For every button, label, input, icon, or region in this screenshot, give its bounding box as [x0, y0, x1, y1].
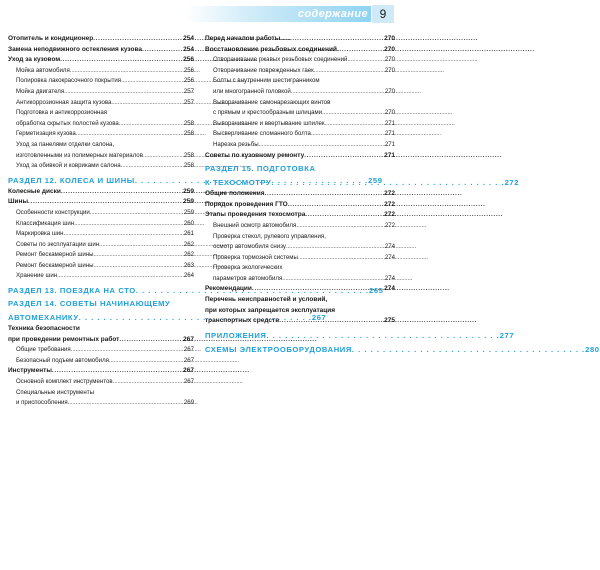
entry-title: Безопасный подъем автомобиля: [16, 356, 109, 364]
page-ref: 267: [183, 356, 194, 364]
toc-entry[interactable]: [205, 284, 395, 295]
toc-entry[interactable]: [8, 129, 194, 140]
page-ref: 257: [183, 98, 194, 106]
toc-entry[interactable]: [8, 240, 194, 251]
dot-leader: [259, 140, 384, 151]
toc-entry-line: Техника безопасности: [8, 325, 80, 333]
toc-entry-line: при которых запрещается эксплуатация: [205, 306, 336, 314]
dot-leader: [119, 119, 183, 130]
page-ref: 256: [183, 66, 194, 74]
toc-entry[interactable]: [8, 271, 194, 282]
toc-entry[interactable]: [205, 242, 395, 253]
toc-entry[interactable]: [8, 335, 194, 346]
dot-leader: [271, 177, 504, 188]
entry-title: Восстановление резьбовых соединений: [205, 45, 337, 53]
page-ref: 257: [183, 87, 194, 95]
toc-entry[interactable]: [8, 87, 194, 98]
toc-entry[interactable]: [205, 129, 395, 140]
section-heading-line: РАЗДЕЛ 15. ПОДГОТОВКА: [205, 164, 316, 174]
dot-leader: [52, 366, 182, 377]
dot-leader: [266, 330, 499, 341]
toc-entry[interactable]: [205, 119, 395, 130]
page-ref: 254: [183, 35, 194, 42]
entry-title: Отворачивание ржавых резьбовых соединений: [213, 56, 348, 64]
entry-title: Полировка лакокрасочного покрытия: [16, 77, 122, 85]
dot-leader: [279, 316, 383, 327]
toc-entry[interactable]: [8, 45, 194, 56]
dot-leader: [142, 45, 182, 56]
entry-title: Внешний осмотр автомобиля: [213, 221, 297, 229]
page-ref: 277: [499, 330, 515, 340]
entry-title: параметров автомобиля: [213, 274, 283, 282]
entry-title: Рекомендации: [205, 285, 252, 293]
toc-entry[interactable]: [8, 219, 194, 230]
toc-entry[interactable]: [8, 197, 194, 208]
page-ref: 265: [369, 286, 384, 296]
entry-title: Колесные диски: [8, 187, 61, 195]
entry-title: Общие положения: [205, 190, 265, 198]
page-ref: 274: [384, 253, 395, 261]
page-ref: 272: [384, 221, 395, 229]
entry-title: Уход за кузовом: [8, 56, 61, 64]
entry-title: Порядок проведения ГТО: [205, 200, 288, 208]
dot-leader: [286, 242, 384, 253]
dot-leader: [71, 345, 183, 356]
toc-entry[interactable]: [8, 76, 194, 87]
entry-title: Инструменты: [8, 367, 52, 375]
entry-title: Ремонт бескамерной шины: [16, 261, 94, 269]
toc-entry[interactable]: [205, 210, 395, 221]
dot-leader: [99, 240, 183, 251]
toc-entry[interactable]: [205, 87, 395, 98]
page-ref: 270: [384, 87, 395, 95]
page-ref: 271: [384, 119, 395, 127]
page-ref: 272: [384, 200, 395, 208]
section-title: К ТЕХОСМОТРУ: [205, 178, 272, 188]
dot-leader: [311, 129, 384, 140]
page-ref: 270: [384, 35, 395, 42]
page-ref: 267: [183, 346, 194, 354]
dot-leader: [121, 161, 183, 172]
dot-leader: [121, 76, 183, 87]
toc-entry-line: Проверка стекол, рулевого управления,: [213, 232, 326, 240]
page-ref: 259: [183, 187, 194, 195]
page-ref: 263: [183, 261, 194, 269]
toc-entry-line: Специальные инструменты: [16, 388, 94, 396]
toc-entry[interactable]: [8, 55, 194, 66]
page-ref: 261: [183, 230, 194, 238]
toc-entry[interactable]: [8, 261, 194, 272]
dot-leader: [298, 253, 384, 264]
page-ref: 258: [183, 151, 194, 159]
toc-entry[interactable]: [8, 161, 194, 172]
dot-leader: [296, 221, 384, 232]
toc-entry[interactable]: [8, 377, 194, 388]
toc-entry[interactable]: [205, 316, 395, 327]
page-ref: 270: [384, 45, 395, 53]
entry-title: Выворачивание и ввертывание шпилек: [213, 119, 325, 127]
entry-title: Мойка двигателя: [16, 87, 65, 95]
entry-title: Перед началом работы: [205, 35, 281, 42]
dot-leader: [113, 377, 183, 388]
toc-entry-line: Выворачивание самонарезающих винтов: [213, 98, 331, 106]
page-ref: 272: [384, 211, 395, 219]
dot-leader: [314, 66, 384, 77]
toc-entry[interactable]: [8, 345, 194, 356]
toc-column-right: [205, 34, 600, 356]
section-title: СХЕМЫ ЭЛЕКТРООБОРУДОВАНИЯ: [205, 344, 352, 354]
dot-leader: [143, 151, 183, 162]
toc-entry[interactable]: [8, 356, 194, 367]
page-ref: 272: [384, 190, 395, 198]
toc-entry[interactable]: [205, 55, 395, 66]
page-ref: 258: [183, 119, 194, 127]
toc-entry[interactable]: [8, 66, 194, 77]
page-ref: 274: [384, 285, 395, 293]
toc-entry[interactable]: [205, 66, 395, 77]
section-title: РАЗДЕЛ 13. ПОЕЗДКА НА СТО: [8, 286, 136, 296]
dot-leader: [280, 34, 383, 45]
page-ref: 271: [384, 130, 395, 138]
toc-entry[interactable]: [205, 221, 395, 232]
toc-entry-line: Подготовка и антикоррозионная: [16, 109, 108, 117]
page-ref: 259: [183, 198, 194, 206]
page-ref: 274: [384, 274, 395, 282]
entry-title: Высверливание сломанного болта: [213, 130, 311, 138]
toc-entry[interactable]: [205, 200, 395, 211]
entry-title: Проверка тормозной системы: [213, 253, 298, 261]
toc-entry[interactable]: [8, 98, 194, 109]
dot-leader: [60, 55, 182, 66]
entry-title: Этапы проведения техосмотра: [205, 211, 306, 219]
page-ref: 258: [183, 130, 194, 138]
dot-leader: [93, 34, 182, 45]
dot-leader: [119, 335, 182, 346]
dot-leader: [282, 274, 384, 285]
toc-entry[interactable]: [205, 45, 395, 56]
entry-title: Герметизация кузова: [16, 130, 76, 138]
dot-leader: [352, 344, 585, 355]
section-heading-line: РАЗДЕЛ 14. СОВЕТЫ НАЧИНАЮЩЕМУ: [8, 299, 171, 309]
toc-entry[interactable]: [205, 140, 395, 151]
dot-leader: [68, 398, 183, 409]
toc-entry[interactable]: [8, 187, 194, 198]
page-ref: 275: [384, 317, 395, 325]
entry-title: Основной комплект инструментов: [16, 378, 113, 386]
section-title: РАЗДЕЛ 12. КОЛЕСА И ШИНЫ: [8, 175, 135, 185]
page-ref: 260: [183, 219, 194, 227]
dot-leader: [70, 66, 183, 77]
entry-title: Антикоррозионная защита кузова: [16, 98, 112, 106]
entry-title: транспортных средств: [205, 317, 280, 325]
entry-title: изготовленными из полимерных материалов: [16, 151, 143, 159]
dot-leader: [304, 151, 383, 162]
toc-entry-line: Перечень неисправностей и условий,: [205, 296, 328, 304]
entry-title: Шины: [8, 198, 29, 206]
entry-title: Нарезка резьбы: [213, 140, 259, 148]
dot-leader: [64, 229, 183, 240]
toc-entry[interactable]: [205, 151, 395, 162]
entry-title: обработка скрытых полостей кузова: [16, 119, 119, 127]
entry-title: Мойка автомобиля: [16, 66, 70, 74]
page-ref: 258: [183, 162, 194, 170]
entry-title: Маркировка шин: [16, 230, 64, 238]
section-title: содержание: [297, 8, 368, 20]
entry-title: Отопитель и кондиционер: [8, 35, 94, 42]
dot-leader: [74, 219, 183, 230]
dot-leader: [28, 197, 182, 208]
page-ref: 270: [384, 56, 395, 64]
section-heading[interactable]: [205, 177, 520, 188]
page-ref: 267: [183, 378, 194, 386]
dot-leader: [61, 187, 182, 198]
entry-title: Советы по кузовному ремонту: [205, 151, 305, 159]
entry-title: и приспособления: [16, 399, 68, 407]
entry-title: Общие требования: [16, 346, 71, 354]
page-ref: 280: [585, 344, 600, 354]
page-ref: 262: [183, 240, 194, 248]
dot-leader: [94, 250, 183, 261]
page-ref: 264: [183, 272, 194, 280]
toc-entry[interactable]: [205, 253, 395, 264]
entry-title: при проведении ремонтных работ: [8, 335, 120, 343]
toc-entry-line: Болты с внутренним шестигранником: [213, 77, 320, 85]
toc-entry[interactable]: [8, 151, 194, 162]
dot-leader: [322, 108, 384, 119]
page-ref: 259: [183, 208, 194, 216]
dot-leader: [288, 200, 383, 211]
dot-leader: [64, 87, 183, 98]
entry-title: Особенности конструкции: [16, 208, 90, 216]
page-ref: 271: [384, 140, 395, 148]
toc-entry[interactable]: [8, 229, 194, 240]
page-ref: 267: [311, 313, 327, 323]
section-heading[interactable]: [205, 330, 515, 341]
toc-entry[interactable]: [8, 119, 194, 130]
dot-leader: [265, 189, 384, 200]
section-heading[interactable]: [205, 344, 600, 355]
dot-leader: [57, 271, 183, 282]
entry-title: осмотр автомобиля снизу: [213, 243, 286, 251]
section-title: ПРИЛОЖЕНИЯ: [205, 330, 267, 340]
page-ref: 256: [183, 56, 194, 64]
page-ref: 259: [368, 175, 383, 185]
dot-leader: [347, 55, 383, 66]
page-ref: 269: [183, 399, 194, 407]
dot-leader: [325, 119, 384, 130]
dot-leader: [337, 45, 383, 56]
dot-leader: [111, 98, 182, 109]
page-ref: 254: [183, 45, 194, 53]
entry-title: Классификация шин: [16, 219, 75, 227]
page-ref: 267: [183, 335, 194, 343]
page-ref: 272: [504, 178, 520, 188]
page-ref: 271: [384, 151, 395, 159]
toc-entry[interactable]: [205, 189, 395, 200]
entry-title: Уход за обивкой и ковриками салона: [16, 162, 121, 170]
entry-title: Советы по эксплуатации шин: [16, 240, 100, 248]
dot-leader: [291, 87, 384, 98]
toc-entry[interactable]: [8, 398, 194, 409]
dot-leader: [252, 284, 383, 295]
entry-title: или многогранной головкой: [213, 87, 291, 95]
toc-entry[interactable]: [8, 366, 194, 377]
page-ref: 256: [183, 77, 194, 85]
page-ref: 267: [183, 367, 194, 375]
page-ref: 262: [183, 251, 194, 259]
page-ref: 270: [384, 66, 395, 74]
page-number: 9: [372, 5, 394, 23]
toc-entry[interactable]: [205, 34, 395, 45]
page-ref: 270: [384, 109, 395, 117]
toc-entry-line: Проверка экологических: [213, 264, 283, 272]
entry-title: Ремонт бескамерной шины: [16, 251, 94, 259]
toc-entry[interactable]: [205, 274, 395, 285]
entry-title: Отворачивание поврежденных гаек: [213, 66, 314, 74]
toc-entry[interactable]: [8, 250, 194, 261]
dot-leader: [94, 261, 183, 272]
dot-leader: [90, 208, 183, 219]
toc-entry[interactable]: [205, 108, 395, 119]
toc-entry-line: Уход за панелями отделки салона,: [16, 140, 115, 148]
toc-entry[interactable]: [8, 34, 194, 45]
entry-title: Хранение шин: [16, 272, 58, 280]
section-title: АВТОМЕХАНИКУ: [8, 313, 79, 323]
toc-entry[interactable]: [8, 208, 194, 219]
dot-leader: [305, 210, 383, 221]
dot-leader: [109, 356, 183, 367]
entry-title: с прямым и крестообразным шлицами: [213, 109, 323, 117]
page-ref: 274: [384, 243, 395, 251]
dot-leader: [76, 129, 183, 140]
entry-title: Замена неподвижного остекления кузова: [8, 45, 142, 53]
